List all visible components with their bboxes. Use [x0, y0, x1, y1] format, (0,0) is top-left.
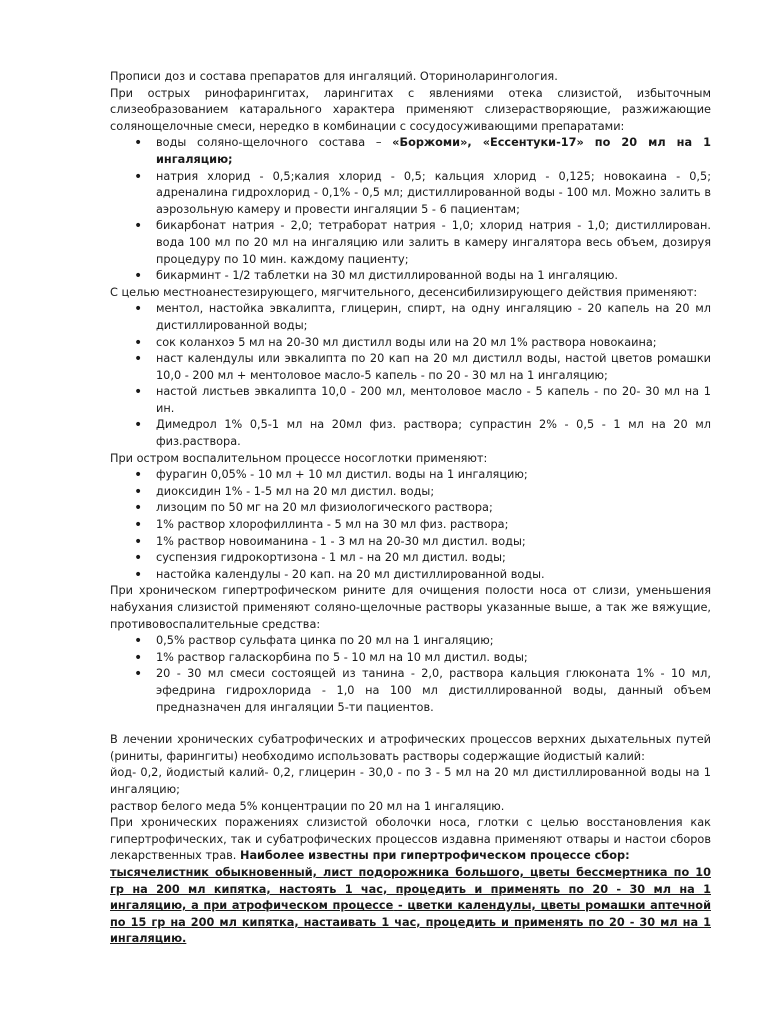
- section-heading-nasopharynx: При остром воспалительном процессе носоглотки применяют:: [110, 451, 488, 465]
- section-heading-atrophic: В лечении хронических субатрофических и атрофических процессов верхних дыхательных путей (риниты, фарингиты) необходимо использовать растворы содержащие йодистый калий:: [110, 733, 711, 763]
- section-heading-anesthetic: С целью местноанестезирующего, мягчительного, десенсибилизирующего действия применяют:: [110, 285, 698, 299]
- list-item: • натрия хлорид - 0,5;калия хлорид - 0,5; кальция хлорид - 0,125; новокаина - 0,5; адреналина гидрохлорид - 0,1% - 0,5 мл; дистиллированной воды - 100 мл. Можно залить в аэрозольную камеру и провести ингаляции 5 - 6 пациентам;: [156, 169, 711, 219]
- document-title: Прописи доз и состава препаратов для ингаляций. Оториноларингология.: [110, 70, 558, 83]
- list-item: • диоксидин 1% - 1-5 мл на 20 мл дистил. воды;: [156, 484, 711, 501]
- herbal-paragraph: При хронических поражениях слизистой оболочки носа, глотки с целью восстановления как гипертрофических, так и субатрофических процессов издавна применяют отвары и настои сборов лекарственных трав. Наиболее известны при гипертрофическом процессе сбор:: [110, 816, 711, 863]
- list-item: • бикарминт - 1/2 таблетки на 30 мл дистиллированной воды на 1 ингаляцию.: [156, 268, 711, 285]
- list-item: • 1% раствор галаскорбина по 5 - 10 мл на 10 мл дистил. воды;: [156, 650, 711, 667]
- list-item: • настойка календулы - 20 кап. на 20 мл дистиллированной воды.: [156, 567, 711, 584]
- list-item: • суспензия гидрокортизона - 1 мл - на 20 мл дистил. воды;: [156, 550, 711, 567]
- paragraph-gap: [110, 716, 711, 732]
- list-item: • настой листьев эвкалипта 10,0 - 200 мл, ментоловое масло - 5 капель - по 20- 30 мл на 1 ин.: [156, 384, 711, 417]
- section-heading-hypertrophic: При хроническом гипертрофическом рините для очищения полости носа от слизи, уменьшения набухания слизистой применяют соляно-щелочные растворы указанные выше, а так же вяжущие, противовоспалительные средства:: [110, 584, 711, 631]
- list-alkaline-mixtures: [110, 135, 711, 284]
- list-anesthetic: [110, 301, 711, 450]
- list-item: • наст календулы или эвкалипта по 20 кап на 20 мл дистилл воды, настой цветов ромашки 10,0 - 200 мл + ментоловое масло-5 капель - по 20 - 30 мл на 1 ингаляцию;: [156, 351, 711, 384]
- list-item: • 20 - 30 мл смеси состоящей из танина - 2,0, раствора кальция глюконата 1% - 10 мл, эфедрина гидрохлорида - 1,0 на 100 мл дистиллированной воды, данный объем предназначен для ингаляции 5-ти пациентов.: [156, 666, 711, 716]
- list-item: • 1% раствор новоиманина - 1 - 3 мл на 20-30 мл дистил. воды;: [156, 534, 711, 551]
- list-item: • ментол, настойка эвкалипта, глицерин, спирт, на одну ингаляцию - 20 капель на 20 мл дистиллированной воды;: [156, 301, 711, 334]
- list-item: • 0,5% раствор сульфата цинка по 20 мл на 1 ингаляцию;: [156, 633, 711, 650]
- list-item: • сок коланхоэ 5 мл на 20-30 мл дистилл воды или на 20 мл 1% раствора новокаина;: [156, 335, 711, 352]
- document-page: [110, 69, 711, 948]
- intro-paragraph: При острых ринофарингитах, ларингитах с явлениями отека слизистой, избыточным слизеобразованием катарального характера применяют слизерастворяющие, разжижающие солянощелочные смеси, нередко в комбинации с сосудосуживающими препаратами:: [110, 86, 711, 133]
- list-item: • 1% раствор хлорофиллинта - 5 мл на 30 мл физ. раствора;: [156, 517, 711, 534]
- list-item: • фурагин 0,05% - 10 мл + 10 мл дистил. воды на 1 ингаляцию;: [156, 467, 711, 484]
- list-item: • воды соляно-щелочного состава – «Боржоми», «Ессентуки-17» по 20 мл на 1 ингаляцию;: [156, 135, 711, 168]
- list-hypertrophic: [110, 633, 711, 716]
- herbal-recipe: тысячелистник обыкновенный, лист подорожника большого, цветы бессмертника по 10 гр на 200 мл кипятка, настоять 1 час, процедить и применять по 20 - 30 мл на 1 ингаляцию, а при атрофическом процессе - цветки календулы, цветы ромашки аптечной по 15 гр на 200 мл кипятка, настаивать 1 час, процедить и применять по 20 - 30 мл на 1 ингаляцию.: [110, 865, 711, 946]
- list-item: • лизоцим по 50 мг на 20 мл физиологического раствора;: [156, 500, 711, 517]
- iodine-recipe: йод- 0,2, йодистый калий- 0,2, глицерин - 30,0 - по 3 - 5 мл на 20 мл дистиллированной воды на 1 ингаляцию;: [110, 766, 711, 796]
- list-item: • Димедрол 1% 0,5-1 мл на 20мл физ. раствора; супрастин 2% - 0,5 - 1 мл на 20 мл физ.раствора.: [156, 417, 711, 450]
- list-item: • бикарбонат натрия - 2,0; тетраборат натрия - 1,0; хлорид натрия - 1,0; дистиллирован. вода 100 мл по 20 мл на ингаляцию или залить в камеру ингалятора весь объем, дозируя процедуру по 10 мин. каждому пациенту;: [156, 218, 711, 268]
- honey-recipe: раствор белого меда 5% концентрации по 20 мл на 1 ингаляцию.: [110, 799, 505, 813]
- list-nasopharynx: [110, 467, 711, 583]
